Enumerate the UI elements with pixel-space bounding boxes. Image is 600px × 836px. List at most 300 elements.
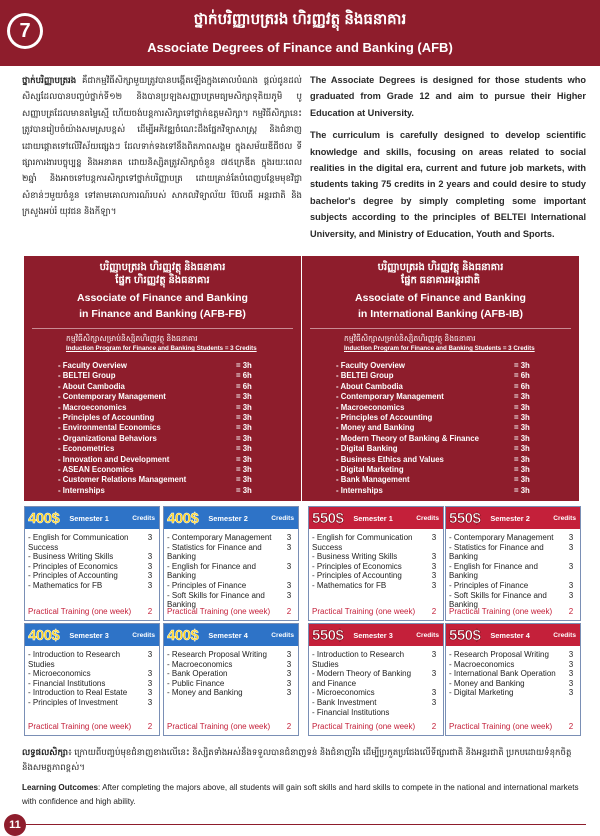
induction-course-row [336, 475, 579, 485]
practical-training-row [449, 722, 577, 731]
practical-training-label: Practical Training (one week) [167, 722, 271, 731]
semester-course-row [167, 660, 295, 670]
course-name: - Business Writing Skills [28, 552, 114, 562]
course-name: - English for Communication Success [312, 533, 413, 552]
course-name: - Organizational Behaviors [58, 433, 157, 443]
semester-header [25, 624, 159, 646]
practical-training-row [167, 722, 295, 731]
semester-title: Semester 4 [490, 630, 530, 640]
course-name: - Soft Skills for Finance and Banking [449, 590, 547, 610]
course-hours: = 3h [236, 475, 252, 485]
course-name: - Money and Banking [449, 678, 525, 688]
intro-en-paragraph-1 [310, 72, 586, 121]
major-divider [32, 328, 293, 329]
intro-km-body: គឺជាកម្មវិធីសិក្សាមួយត្រូវបានបង្កើតឡើងក្នុងគោលបំណង ផ្ដល់ជូនដល់សិស្សដែលបានបញ្ចប់ថ្នាក់ទី១២ និងបានប្រឡងសញ្ញាបត្រមធ្យមសិក្សាទុតិយភូមិ បូសញ្ញាបត្រដែលមានតម្លៃស្មើ ហើយចង់បន្តការសិក្សាទៅថ្នាក់ឧត្តមសិក្សា។ កម្មវិធីសិក្សានេះ ត្រូវបានរៀបចំយ៉ាងសមស្របខ្ពស់ ដើម្បីអភិវឌ្ឍចំណេះដឹងផ្នែកវិទ្យាសាស្ត្រ និងជំនាញ ដោយផ្ដោតទៅលើវិស័យផ្សេងៗ ដែលទាក់ទងទៅនឹងពិតភាពសង្គម ក្នុងសម័យឌីជីថល ទីផ្សារការងារបច្ចុប្បន្ន និងអនាគត ដោយនិស្សិតត្រូវសិក្សាចំនួន ៧៥ក្រេឌីត ក្នុងរយៈពេល ២ឆ្នាំ និងអាចទៅបន្តការសិក្សាទៅថ្នាក់បរិញ្ញាបត្រ ដោយគ្រាន់តែបំពេញបន្ថែមមុខវិជ្ជាសំខាន់ៗមួយចំនួន ទៅតាមគោលការណ៍របស់ សាកលវិទ្យាល័យ ប៊ែលធី អន្តរជាតិ និងក្រសួងអប់រំ យុវជន និងកីឡា។ [22, 75, 302, 217]
course-name: - Microeconomics [28, 669, 91, 679]
course-hours: = 3h [514, 444, 530, 454]
semester-course-row [167, 533, 295, 543]
major-subtitle-en: in International Banking (AFB-IB) [357, 308, 524, 320]
course-name: - Modern Theory of Banking and Finance [312, 669, 412, 688]
semester-header [309, 507, 443, 529]
semester-course-row [28, 571, 156, 581]
course-name: - Digital Banking [336, 444, 398, 454]
course-name: - Contemporary Management [58, 392, 166, 402]
course-name: - Introduction to Research Studies [28, 650, 121, 669]
course-name: - Internships [58, 485, 105, 495]
course-name: - English for Communication Success [28, 533, 129, 552]
practical-training-credits: 2 [286, 607, 292, 616]
course-hours: = 3h [514, 413, 530, 423]
course-name: - Digital Marketing [336, 465, 404, 475]
course-credits: 3 [568, 678, 574, 688]
semester-course-list [25, 646, 159, 708]
major-divider [310, 328, 571, 329]
semester-price: 550$ [312, 626, 344, 644]
outcomes-en-body: : After completing the majors above, all students will gain soft skills and hard skills to compete in the national and international markets with confidence and high ability. [22, 783, 579, 806]
course-name: - Business Ethics and Values [336, 454, 444, 464]
course-name: - Research Proposal Writing [449, 650, 549, 659]
semester-course-row [312, 552, 440, 562]
course-credits: 3 [568, 533, 574, 542]
semester-course-row [312, 533, 440, 552]
major-subtitle-km: ផ្នែក ហិរញ្ញវត្ថុ និងធនាគារ [115, 275, 210, 286]
course-name: - Principles of Economics [312, 561, 402, 571]
semester-header [446, 624, 580, 646]
semester-course-row [28, 650, 156, 669]
course-name: - Statistics for Finance and Banking [449, 542, 544, 562]
course-hours: = 3h [514, 454, 530, 464]
induction-course-row [336, 465, 579, 475]
credits-label: Credits [416, 514, 439, 522]
semester-card [163, 506, 299, 621]
semester-card [445, 506, 581, 621]
semester-header [164, 624, 298, 646]
practical-training-label: Practical Training (one week) [312, 722, 416, 731]
induction-course-row [58, 413, 301, 423]
semester-price: 550$ [312, 509, 344, 527]
induction-title-km: កម្មវិធីសិក្សាសម្រាប់និស្សិតហិរញ្ញវត្ថុ និងធនាគារ [344, 334, 476, 343]
course-name: - Internships [336, 485, 383, 495]
course-hours: = 3h [514, 433, 530, 443]
semester-course-row [167, 688, 295, 698]
course-name: - About Cambodia [58, 381, 125, 391]
course-credits: 3 [431, 697, 437, 707]
induction-course-row [336, 413, 579, 423]
practical-training-row [449, 607, 577, 616]
course-credits: 3 [431, 552, 437, 562]
course-name: - Customer Relations Management [58, 475, 187, 485]
practical-training-label: Practical Training (one week) [449, 722, 553, 731]
intro-en-body-1: is designed for those students who graduated from Grade 12 and aim to pursue their Higher Education at University. [310, 75, 586, 118]
course-name: - Bank Operation [167, 669, 228, 679]
semester-price: 400$ [167, 626, 199, 644]
course-credits: 3 [568, 580, 574, 590]
course-credits: 3 [286, 688, 292, 698]
induction-course-row [336, 434, 579, 444]
semester-price: 550$ [449, 509, 481, 527]
course-name: - Faculty Overview [336, 361, 405, 370]
course-credits: 3 [431, 669, 437, 679]
course-hours: = 3h [236, 413, 252, 423]
course-hours: = 3h [236, 423, 252, 433]
practical-training-credits: 2 [147, 722, 153, 731]
course-name: - International Bank Operation [449, 669, 556, 679]
course-hours: = 3h [514, 465, 530, 475]
induction-course-list [58, 361, 301, 496]
semester-row-2 [24, 623, 579, 736]
semester-course-row [28, 679, 156, 689]
practical-training-row [28, 722, 156, 731]
semester-course-row [312, 669, 440, 688]
credits-label: Credits [553, 631, 576, 639]
major-title-en: Associate of Finance and Banking [77, 292, 248, 304]
course-credits: 3 [431, 571, 437, 581]
course-hours: = 3h [236, 465, 252, 475]
course-name: - Financial Institutions [28, 678, 106, 688]
semester-header [309, 624, 443, 646]
semester-course-row [449, 581, 577, 591]
course-credits: 3 [286, 561, 292, 571]
course-name: - Econometrics [58, 444, 115, 454]
course-hours: = 3h [236, 433, 252, 443]
course-name: - Money and Banking [167, 688, 243, 698]
induction-course-row [336, 423, 579, 433]
credits-label: Credits [271, 514, 294, 522]
semester-course-row [449, 562, 577, 581]
footer-divider [26, 824, 586, 825]
course-credits [428, 708, 440, 718]
course-name: - Public Finance [167, 678, 225, 688]
semester-course-row [28, 562, 156, 572]
course-credits: 3 [147, 669, 153, 679]
course-name: - Principles of Economics [28, 561, 118, 571]
course-name: - ASEAN Economics [58, 465, 134, 475]
page-title-km: ថ្នាក់បរិញ្ញាបត្ររង ហិរញ្ញវត្ថុ និងធនាគារ [193, 11, 407, 28]
semester-course-row [167, 562, 295, 581]
course-hours: = 6h [514, 381, 530, 391]
semester-title: Semester 1 [353, 513, 393, 523]
semester-price: 400$ [28, 626, 60, 644]
course-name: - Faculty Overview [58, 361, 127, 370]
course-credits: 3 [568, 650, 574, 659]
semester-course-row [167, 581, 295, 591]
semester-course-row [312, 650, 440, 669]
semester-course-row [312, 562, 440, 572]
induction-course-row [336, 455, 579, 465]
course-credits: 3 [431, 533, 437, 542]
course-credits: 3 [147, 561, 153, 571]
practical-training-credits: 2 [568, 722, 574, 731]
outcomes-km-lead: លទ្ធផលសិក្សា [22, 747, 69, 757]
induction-course-row [58, 392, 301, 402]
course-name: - Statistics for Finance and Banking [167, 542, 262, 562]
course-hours: = 3h [514, 475, 530, 485]
semester-title: Semester 4 [208, 630, 248, 640]
page-number: 11 [4, 814, 26, 836]
semester-card [445, 623, 581, 736]
major-title-km: បរិញ្ញាបត្ររង ហិរញ្ញវត្ថុ និងធនាគារ [99, 262, 226, 273]
induction-course-row [58, 444, 301, 454]
semester-course-list [164, 646, 298, 698]
course-name: - English for Finance and Banking [449, 561, 538, 581]
practical-training-row [312, 722, 440, 731]
semester-course-list [309, 646, 443, 717]
course-credits: 3 [147, 688, 153, 698]
semester-course-row [449, 533, 577, 543]
course-name: - Principles of Accounting [312, 571, 402, 581]
course-credits: 3 [147, 533, 153, 542]
course-name: - Macroeconomics [336, 402, 405, 412]
semester-course-row [449, 669, 577, 679]
semester-course-row [28, 533, 156, 552]
credits-label: Credits [271, 631, 294, 639]
semester-course-row [449, 679, 577, 689]
course-hours: = 3h [236, 444, 252, 454]
induction-course-row [336, 486, 579, 496]
semester-course-list [164, 529, 298, 610]
intro-en-lead: The Associate Degrees [310, 75, 416, 85]
page-title-en: Associate Degrees of Finance and Banking (AFB) [147, 40, 453, 55]
practical-training-label: Practical Training (one week) [167, 607, 271, 616]
semester-title: Semester 2 [490, 513, 530, 523]
course-credits: 3 [286, 580, 292, 590]
practical-training-credits: 2 [431, 722, 437, 731]
semester-course-row [312, 708, 440, 718]
semester-course-row [28, 581, 156, 591]
course-credits: 3 [568, 561, 574, 571]
semester-header [164, 507, 298, 529]
course-name: - Macroeconomics [58, 402, 127, 412]
course-credits: 3 [147, 571, 153, 581]
course-name: - Business Writing Skills [312, 552, 398, 562]
course-hours: = 3h [514, 361, 530, 370]
course-credits: 3 [286, 669, 292, 679]
semester-card [24, 623, 160, 736]
semester-title: Semester 3 [69, 630, 109, 640]
semester-card [308, 623, 444, 736]
induction-course-row [58, 382, 301, 392]
induction-course-row [336, 444, 579, 454]
major-panel-ib [302, 256, 579, 501]
course-name: - Research Proposal Writing [167, 650, 267, 659]
outcomes-english [22, 781, 582, 809]
course-hours: = 3h [236, 402, 252, 412]
course-name: - Macroeconomics [167, 659, 233, 669]
semester-header [25, 507, 159, 529]
course-hours: = 6h [236, 381, 252, 391]
intro-en-paragraph-2: The curriculum is carefully designed to develop scientific knowledge and skills, focusing on areas related to social realities in the digital era, current and future job markets, with students taking 75 credits in 2 years and could desire to study bachelor's degree by simply completing some important subjects according to the principles of BELTEI International University, and Ministry of Education, Youth and Sports. [310, 130, 586, 239]
induction-course-row [336, 403, 579, 413]
course-hours: = 3h [236, 485, 252, 495]
semester-card [163, 623, 299, 736]
course-name: - BELTEI Group [336, 371, 394, 381]
course-name: - Principles of Finance [167, 580, 247, 590]
majors-section [24, 256, 579, 501]
course-credits: 3 [568, 659, 574, 669]
course-name: - Bank Management [336, 475, 410, 485]
course-name: - Macroeconomics [449, 659, 515, 669]
semester-course-row [28, 669, 156, 679]
semester-course-row [167, 669, 295, 679]
credits-label: Credits [416, 631, 439, 639]
induction-title-en: Induction Program for Finance and Banking Students = 3 Credits [344, 345, 535, 352]
induction-course-row [58, 486, 301, 496]
semester-title: Semester 3 [353, 630, 393, 640]
semester-price: 400$ [167, 509, 199, 527]
practical-training-label: Practical Training (one week) [28, 722, 132, 731]
semester-course-row [312, 581, 440, 591]
course-credits: 3 [286, 542, 292, 552]
course-credits: 3 [431, 580, 437, 590]
induction-course-row [58, 475, 301, 485]
course-name: - Principles of Accounting [58, 413, 155, 423]
course-name: - Modern Theory of Banking & Finance [336, 433, 479, 443]
induction-course-row [58, 434, 301, 444]
course-hours: = 3h [236, 454, 252, 464]
major-title-en: Associate of Finance and Banking [355, 292, 526, 304]
course-credits: 3 [147, 552, 153, 562]
intro-km-lead: ថ្នាក់បរិញ្ញាបត្ររង [22, 75, 77, 85]
semester-course-row [167, 543, 295, 562]
course-name: - Principles of Investment [28, 697, 118, 707]
course-name: - English for Finance and Banking [167, 561, 256, 581]
semester-course-row [167, 679, 295, 689]
semester-course-row [167, 650, 295, 660]
course-name: - Contemporary Management [336, 392, 444, 402]
practical-training-label: Practical Training (one week) [312, 607, 416, 616]
semester-course-row [28, 552, 156, 562]
course-credits: 3 [147, 650, 153, 659]
semester-price: 400$ [28, 509, 60, 527]
practical-training-credits: 2 [568, 607, 574, 616]
course-hours: = 6h [236, 371, 252, 381]
page-header [0, 0, 600, 66]
induction-course-row [58, 361, 301, 371]
semester-price: 550$ [449, 626, 481, 644]
course-credits: 3 [568, 688, 574, 698]
semester-row-1 [24, 506, 579, 621]
practical-training-row [28, 607, 156, 616]
induction-course-row [58, 403, 301, 413]
semester-card [308, 506, 444, 621]
practical-training-credits: 2 [286, 722, 292, 731]
practical-training-credits: 2 [431, 607, 437, 616]
semester-course-list [446, 646, 580, 698]
semester-course-row [449, 660, 577, 670]
credits-label: Credits [553, 514, 576, 522]
major-panel-fb [24, 256, 301, 501]
major-subtitle-km: ផ្នែក ធនាគារអន្តរជាតិ [401, 275, 480, 286]
practical-training-credits: 2 [147, 607, 153, 616]
course-credits: 3 [431, 688, 437, 698]
induction-course-row [58, 465, 301, 475]
semester-course-list [446, 529, 580, 610]
course-credits: 3 [286, 678, 292, 688]
section-number: 7 [10, 16, 40, 46]
course-name: - Introduction to Real Estate [28, 688, 128, 698]
semester-title: Semester 2 [208, 513, 248, 523]
induction-course-row [58, 371, 301, 381]
outcomes-khmer [22, 745, 582, 775]
semester-course-row [449, 543, 577, 562]
credits-label: Credits [132, 631, 155, 639]
semester-course-list [309, 529, 443, 591]
course-name: - Microeconomics [312, 688, 375, 698]
semester-header [446, 507, 580, 529]
course-hours: = 6h [514, 371, 530, 381]
course-name: - Contemporary Management [167, 533, 272, 542]
semester-title: Semester 1 [69, 513, 109, 523]
course-hours: = 3h [236, 392, 252, 402]
course-name: - Mathematics for FB [312, 580, 387, 590]
induction-course-row [336, 371, 579, 381]
course-credits: 3 [286, 650, 292, 659]
course-name: - Financial Institutions [312, 707, 390, 717]
course-name: - Soft Skills for Finance and Banking [167, 590, 265, 610]
course-name: - Mathematics for FB [28, 580, 103, 590]
course-hours: = 3h [514, 423, 530, 433]
course-hours: = 3h [514, 392, 530, 402]
semester-card [24, 506, 160, 621]
course-name: - BELTEI Group [58, 371, 116, 381]
semester-course-row [449, 650, 577, 660]
practical-training-label: Practical Training (one week) [28, 607, 132, 616]
semester-course-row [312, 698, 440, 708]
course-name: - Principles of Accounting [28, 571, 118, 581]
course-name: - Digital Marketing [449, 688, 514, 698]
semester-course-list [25, 529, 159, 591]
course-credits: 3 [568, 542, 574, 552]
induction-course-row [58, 455, 301, 465]
course-credits: 3 [431, 561, 437, 571]
outcomes-en-lead: Learning Outcomes [22, 783, 99, 792]
induction-course-row [336, 382, 579, 392]
course-name: - Innovation and Development [58, 454, 170, 464]
practical-training-row [312, 607, 440, 616]
course-credits: 3 [286, 659, 292, 669]
course-credits: 3 [431, 650, 437, 659]
induction-title-en: Induction Program for Finance and Banking Students = 3 Credits [66, 345, 257, 352]
course-name: - Bank Investment [312, 697, 377, 707]
practical-training-row [167, 607, 295, 616]
induction-course-row [336, 361, 579, 371]
course-credits: 3 [286, 533, 292, 542]
course-credits: 3 [147, 697, 153, 707]
course-hours: = 3h [236, 361, 252, 370]
course-name: - Principles of Finance [449, 580, 529, 590]
course-credits: 3 [568, 669, 574, 679]
semester-course-row [449, 688, 577, 698]
course-name: - Principles of Accounting [336, 413, 433, 423]
course-name: - Introduction to Research Studies [312, 650, 405, 669]
course-credits: 3 [147, 580, 153, 590]
major-subtitle-en: in Finance and Banking (AFB-FB) [79, 308, 246, 320]
semester-course-row [312, 688, 440, 698]
intro-english [310, 72, 586, 248]
major-title-km: បរិញ្ញាបត្ររង ហិរញ្ញវត្ថុ និងធនាគារ [377, 262, 504, 273]
outcomes-km-body: ៖ ក្រោយពីបញ្ចប់មុខជំនាញខាងលើនេះ និស្សិតទាំងអស់នឹងទទួលបានជំនាញទន់ និងជំនាញរឹង ដើម្បីប្រកួតប្រជែងលើទីផ្សារជាតិ និងអន្តរជាតិ ប្រកបដោយទំនុកចិត្ត និងសមត្ថភាពខ្ពស់។ [22, 747, 572, 772]
course-credits: 3 [568, 590, 574, 600]
course-hours: = 3h [514, 402, 530, 412]
induction-course-row [58, 423, 301, 433]
course-name: - Environmental Economics [58, 423, 161, 433]
course-hours: = 3h [514, 485, 530, 495]
semester-course-row [28, 698, 156, 708]
course-name: - About Cambodia [336, 381, 403, 391]
course-credits: 3 [147, 678, 153, 688]
practical-training-label: Practical Training (one week) [449, 607, 553, 616]
induction-course-list [336, 361, 579, 496]
